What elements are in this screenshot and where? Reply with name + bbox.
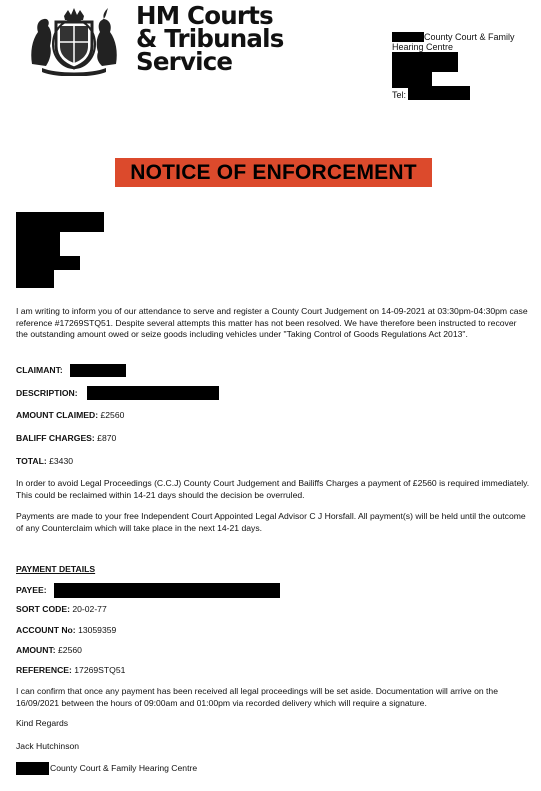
footer-court-name: County Court & Family Hearing Centre [50, 763, 198, 773]
account-number-value: 13059359 [78, 625, 117, 635]
account-number-field [16, 625, 116, 636]
logo-line-2: & Tribunals [136, 24, 284, 53]
bailiff-charges-label: BALIFF CHARGES: [16, 433, 95, 443]
redaction-claimant [70, 364, 126, 377]
redaction-court-location [392, 32, 424, 42]
amount-label: AMOUNT: [16, 645, 56, 655]
royal-coat-of-arms-icon [26, 6, 122, 76]
redaction-telephone [408, 86, 470, 100]
bailiff-charges-value: £870 [97, 433, 117, 443]
tel-label: Tel: [392, 90, 407, 100]
redaction-description [87, 386, 219, 400]
claimant-field [16, 365, 63, 376]
amount-claimed-field [16, 410, 124, 421]
hmcts-logo-text [136, 1, 284, 76]
redaction-recipient-1 [16, 212, 104, 232]
redaction-recipient-4 [16, 268, 54, 288]
total-value: £3430 [49, 456, 74, 466]
redaction-payee [54, 583, 280, 598]
total-field [16, 456, 73, 467]
amount-claimed-label: AMOUNT CLAIMED: [16, 410, 99, 420]
claimant-label: CLAIMANT: [16, 365, 63, 375]
payee-field [16, 585, 47, 596]
reference-field [16, 665, 125, 676]
hearing-centre: Hearing Centre [392, 42, 454, 52]
logo-line-1: HM Courts [136, 1, 273, 30]
proceedings-paragraph: In order to avoid Legal Proceedings (C.C.J) County Court Judgement and Bailiffs Charges a payment of £2560 is required immediately. This could be reclaimed within 14-21 days should the decision be overruled. [16, 478, 530, 500]
sort-code-field [16, 604, 107, 615]
reference-label: REFERENCE: [16, 665, 72, 675]
redaction-footer-court [16, 762, 49, 775]
bailiff-charges-field [16, 433, 116, 444]
redaction-address-1 [392, 52, 458, 72]
sort-code-value: 20-02-77 [72, 604, 107, 614]
payments-paragraph: Payments are made to your free Independent Court Appointed Legal Advisor C J Horsfall. All payment(s) will be held until the outcome of any Counterclaim which will take place in the next 14-21 days. [16, 511, 526, 533]
confirmation-paragraph: I can confirm that once any payment has been received all legal proceedings will be set aside. Documentation will arrive on the 16/09/2021 between the hours of 09:00am and 01:00pm via recorded delivery which will require a signature. [16, 686, 498, 708]
court-name: County Court & Family [424, 32, 515, 42]
signatory-name: Jack Hutchinson [16, 741, 80, 751]
payee-label: PAYEE: [16, 585, 47, 595]
sort-code-label: SORT CODE: [16, 604, 70, 614]
notice-title: NOTICE OF ENFORCEMENT [115, 158, 432, 187]
description-field [16, 388, 78, 399]
kind-regards: Kind Regards [16, 718, 69, 728]
logo-line-3: Service [136, 47, 233, 76]
amount-field [16, 645, 82, 656]
account-number-label: ACCOUNT No: [16, 625, 76, 635]
reference-value: 17269STQ51 [74, 665, 126, 675]
description-label: DESCRIPTION: [16, 388, 78, 398]
amount-value: £2560 [58, 645, 82, 655]
total-label: TOTAL: [16, 456, 47, 466]
payment-details-heading [16, 564, 95, 575]
payment-details-heading-text: PAYMENT DETAILS [16, 564, 96, 574]
intro-paragraph: I am writing to inform you of our attendance to serve and register a County Court Judgement on 14-09-2021 at 03:30pm-04:30pm case reference #17269STQ51. Despite several attempts this matter has not been resolved. We have therefore been instructed to recover the outstanding amount owed or seize goods including vehicles under "Taking Control of Goods Regulations Act 2013". [16, 306, 528, 339]
amount-claimed-value: £2560 [100, 410, 125, 420]
redaction-recipient-2 [16, 230, 60, 258]
